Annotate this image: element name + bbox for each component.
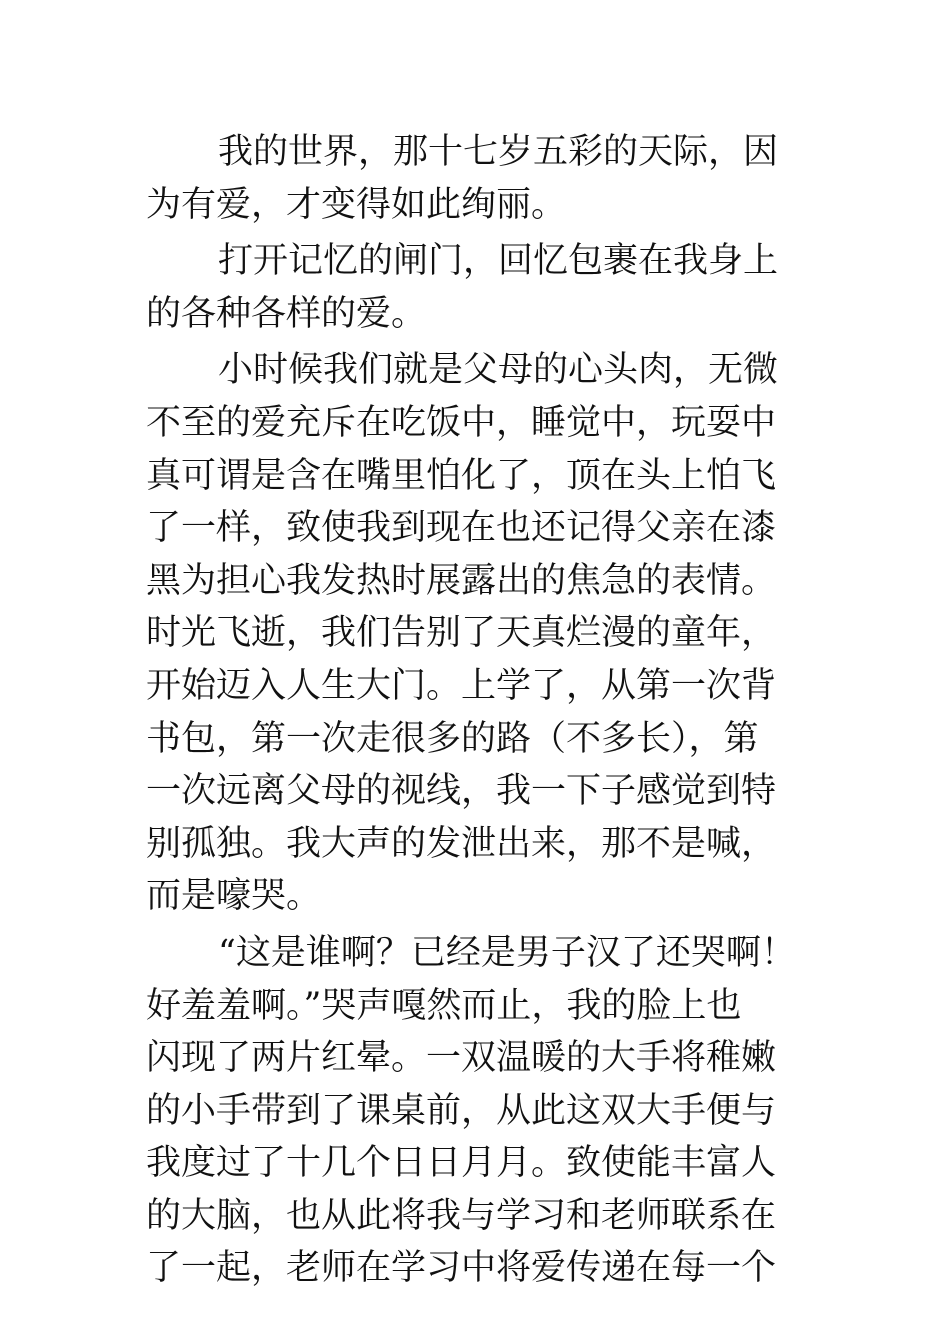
- text-line: 真可谓是含在嘴里怕化了，顶在头上怕飞: [146, 455, 777, 496]
- text-line: 了一样，致使我到现在也还记得父亲在漆: [146, 508, 777, 549]
- text-line: 小时候我们就是父母的心头肉，无微: [218, 350, 779, 391]
- text-line: 一次远离父母的视线，我一下子感觉到特: [146, 771, 777, 812]
- text-line: 而是嚎哭。: [146, 876, 322, 917]
- text-line: 不至的爱充斥在吃饭中，睡觉中，玩耍中: [146, 402, 777, 443]
- text-line: 为有爱，才变得如此绚丽。: [146, 184, 567, 225]
- paragraph-4: [146, 927, 826, 1295]
- text-line: 别孤独。我大声的发泄出来，那不是喊，: [146, 823, 777, 864]
- text-line: 好羞羞啊。”哭声嘎然而止，我的脸上也: [146, 985, 742, 1026]
- text-line: 的各种各样的爱。: [146, 293, 427, 334]
- paragraph-1: [146, 126, 826, 231]
- text-line: 开始迈入人生大门。上学了，从第一次背: [146, 665, 777, 706]
- essay-body: [146, 126, 826, 1295]
- text-line: 打开记忆的闸门，回忆包裹在我身上: [218, 241, 779, 282]
- text-line: 时光飞逝，我们告别了天真烂漫的童年，: [146, 613, 777, 654]
- text-line: 黑为担心我发热时展露出的焦急的表情。: [146, 560, 777, 601]
- text-line: 书包，第一次走很多的路（不多长），第: [146, 718, 759, 759]
- text-line: 的小手带到了课桌前，从此这双大手便与: [146, 1090, 777, 1131]
- text-line: “这是谁啊？已经是男子汉了还哭啊！: [218, 932, 796, 973]
- text-line: 我的世界，那十七岁五彩的天际，因: [218, 132, 779, 172]
- text-line: 闪现了两片红晕。一双温暖的大手将稚嫩: [146, 1038, 777, 1079]
- text-line: 我度过了十几个日日月月。致使能丰富人: [146, 1143, 777, 1184]
- text-line: 了一起，老师在学习中将爱传递在每一个: [146, 1248, 777, 1289]
- paragraph-2: [146, 235, 826, 340]
- paragraph-3: [146, 344, 826, 923]
- text-line: 的大脑，也从此将我与学习和老师联系在: [146, 1195, 777, 1236]
